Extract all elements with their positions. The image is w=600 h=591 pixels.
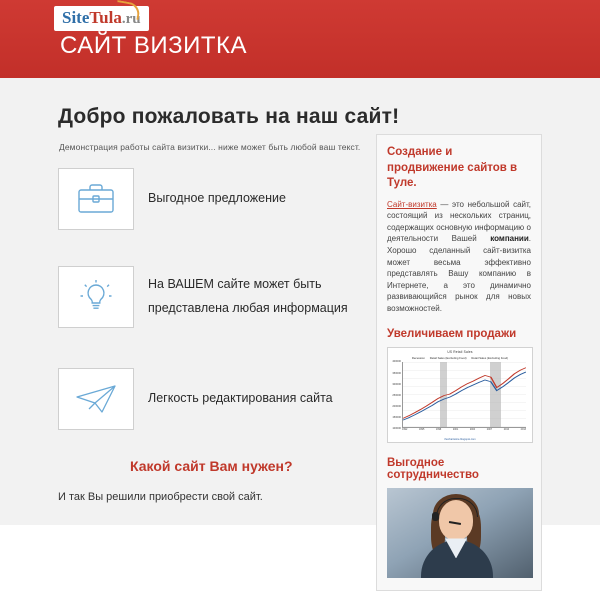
main-content [0,78,600,525]
chart-xtick-0: 1992 [402,428,408,432]
question-heading: Какой сайт Вам нужен? [130,458,293,474]
paper-plane-icon [58,368,134,430]
sidebar-paragraph [387,199,531,315]
support-operator-photo [387,488,533,578]
chart-legend-item-3: Retail Sales (Excluding Food) [471,356,509,361]
chart-source: thechartstore.blogspot.com [444,438,476,442]
chart-xtick-5: 2007 [486,428,493,432]
page-title: САЙТ ВИЗИТКА [60,32,248,59]
chart-x-axis-labels [402,428,526,436]
site-header [0,0,600,78]
chart-xtick-7: 2013 [520,428,526,432]
chart-ytick-2: 300000 [392,382,401,386]
lightbulb-icon [58,266,134,328]
chart-y-axis-labels [389,360,401,430]
chart-legend [388,356,532,360]
sidebar-body-2: . Хорошо сделанный сайт-визитка может весьма эффективно представлять Вашу компанию в Интернете, а это динамично развивающийся рынок для новых возможностей. [387,234,531,313]
chart-ytick-4: 200000 [392,405,401,409]
chart-ytick-1: 350000 [392,371,401,375]
chart-legend-item-2: Retail Sales (Excluding Food) [429,356,467,361]
briefcase-icon [58,168,134,230]
feature-label-1: Выгодное предложение [148,191,286,206]
chart-ytick-6: 100000 [392,427,401,431]
sidebar-body-1: — это небольшой сайт, состоящий из нескольких страниц, содержащих основную информацию о деятельности Вашей [387,199,531,244]
welcome-heading: Добро пожаловать на наш сайт! [58,105,400,128]
chart-xtick-4: 2004 [469,428,476,432]
sidebar-section-partner: Выгодное сотрудничество [387,457,479,482]
chart-xtick-6: 2010 [503,428,510,432]
chart-ytick-5: 150000 [392,416,401,420]
chart-title: US Retail Sales [447,350,473,355]
feature-block-1 [58,168,286,230]
chart-plot-area [402,362,526,428]
chart-xtick-3: 2001 [452,428,459,432]
chart-ytick-0: 400000 [392,360,401,364]
feature-label-3: Легкость редактирования сайта [148,391,333,406]
us-retail-sales-chart [387,347,533,443]
question-subtext: И так Вы решили приобрести свой сайт. [58,491,263,503]
chart-xtick-1: 1995 [418,428,425,432]
sidebar [376,134,542,591]
sidebar-link[interactable]: Сайт-визитка [387,199,437,209]
logo-part-2: Tula [89,8,122,27]
chart-legend-item-1: Recession [411,356,425,361]
demo-text: Демонстрация работы сайта визитки... ниже может быть любой ваш текст. [59,142,361,152]
chart-series-lines [403,362,526,427]
feature-block-2 [58,266,378,328]
logo-part-3: .ru [121,11,141,27]
sidebar-title: Создание и продвижение сайтов в Туле. [387,146,518,190]
logo-part-1: Site [62,8,90,27]
sidebar-body-bold: компании [490,234,529,244]
chart-ytick-3: 250000 [392,393,401,397]
headset-earpad [432,512,439,521]
chart-xtick-2: 1998 [435,428,442,432]
feature-label-2: На ВАШЕМ сайте может быть представлена любая информация [148,277,348,315]
feature-block-3 [58,368,333,430]
sidebar-section-sales: Увеличиваем продажи [387,328,517,341]
